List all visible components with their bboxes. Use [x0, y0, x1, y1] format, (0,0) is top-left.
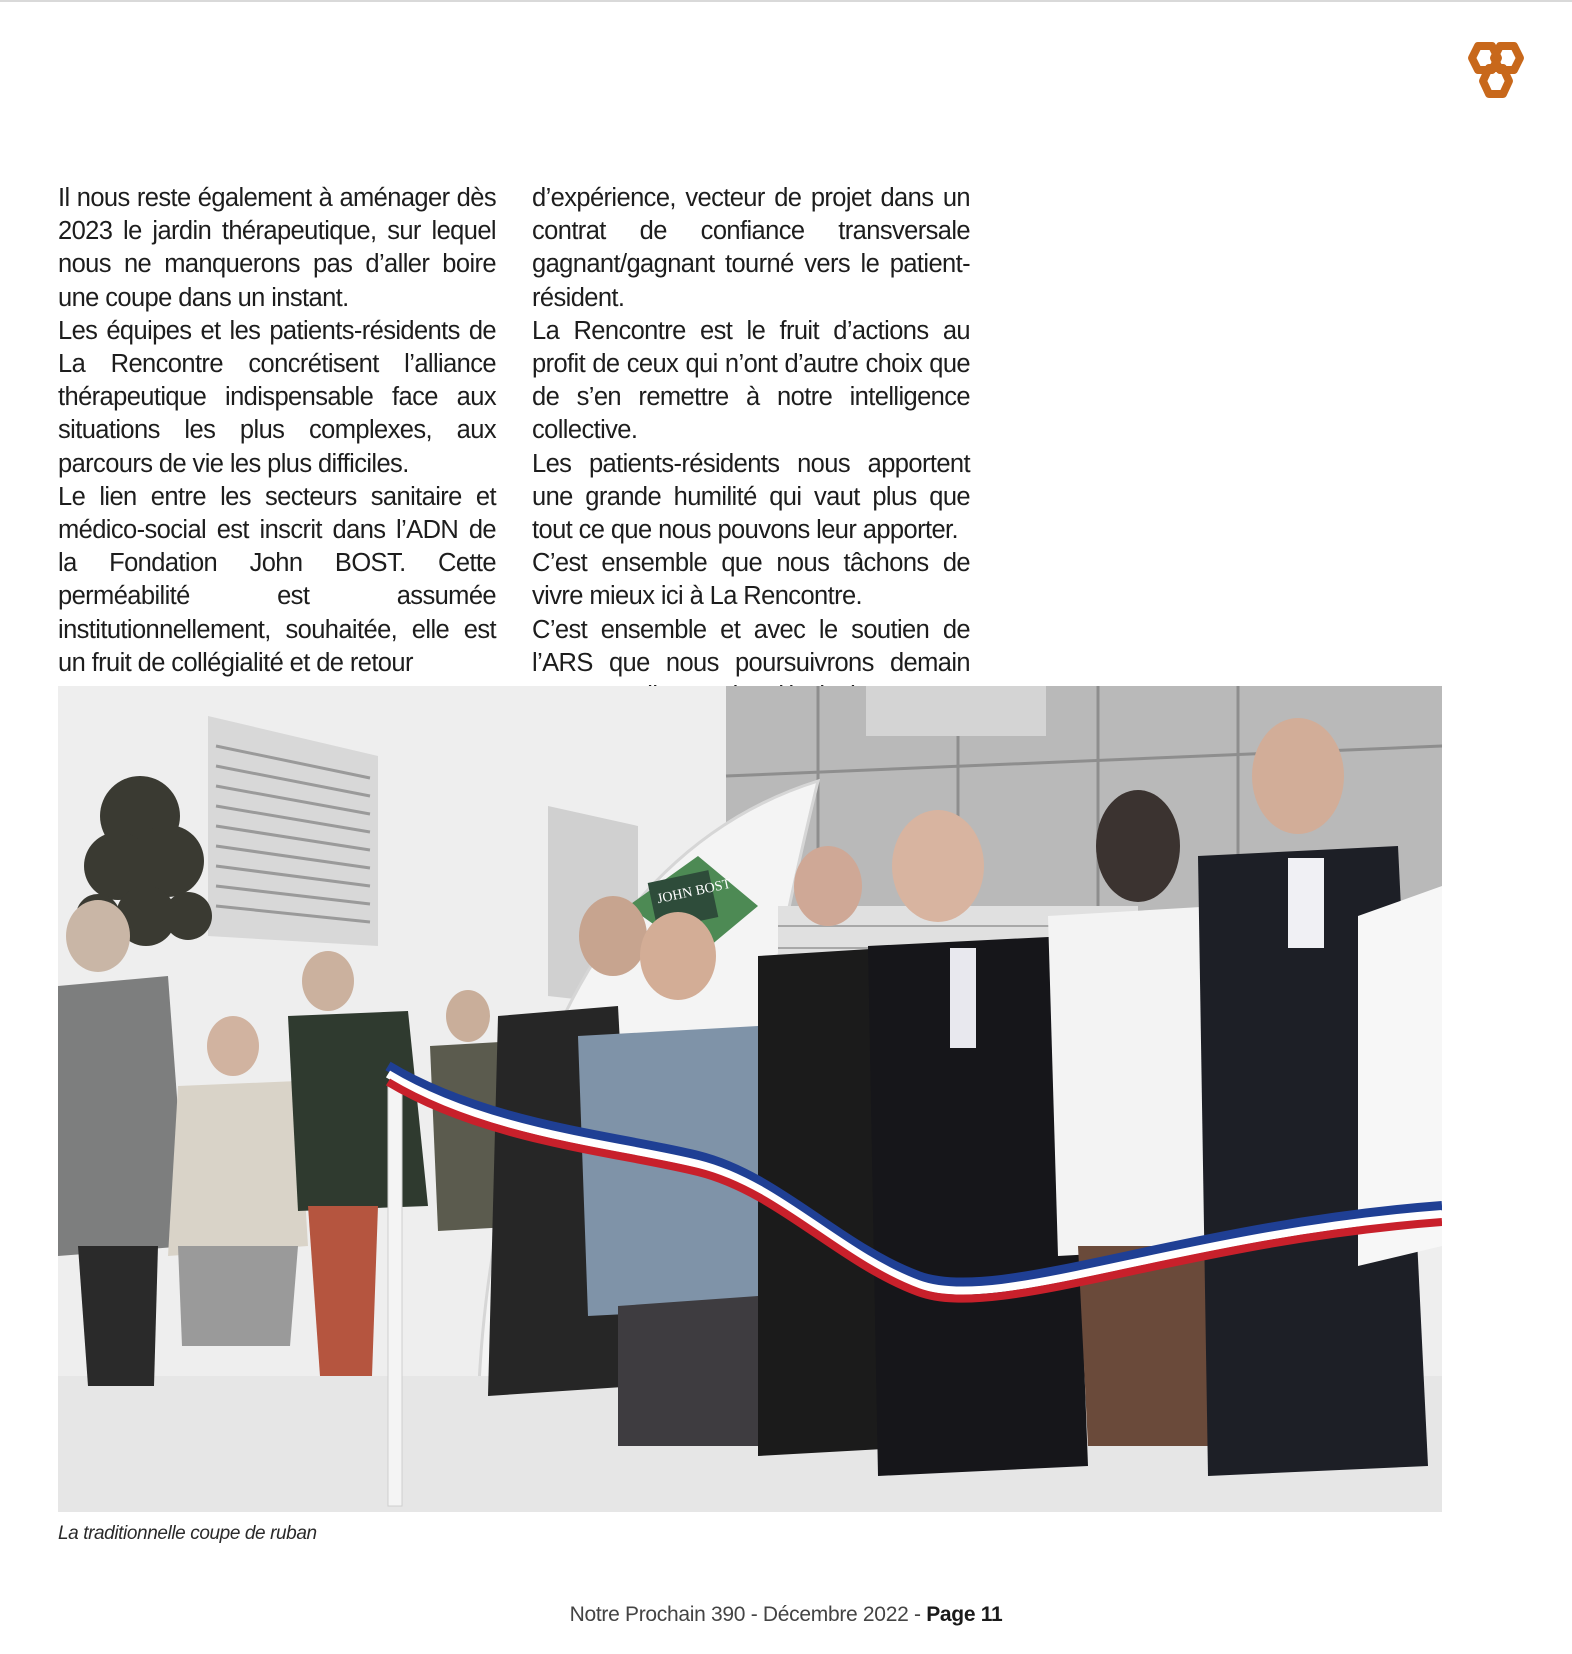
paragraph: C’est ensemble que nous tâchons de vivre mieux ici à La Rencontre.	[532, 549, 970, 611]
paragraph: Les patients-résidents nous apportent une grande humilité qui vaut plus que tout ce que nous pouvons leur apporter.	[532, 449, 970, 545]
banner-text: JOHN BOST	[655, 876, 733, 908]
paragraph-text: C’est ensemble et avec le soutien de l’ARS que nous poursuivrons demain	[532, 615, 970, 677]
ribbon-cutting-photo	[58, 686, 1442, 1512]
article-left-column	[58, 182, 496, 680]
paragraph: Il nous reste également à aménager dès 2023 le jardin thérapeutique, sur lequel nous ne manquerons pas d’aller boire une coupe dans un instant.	[58, 184, 496, 312]
photo-caption: La traditionnelle coupe de ruban	[58, 1523, 317, 1544]
paragraph: La Rencontre est le fruit d’actions au profit de ceux qui n’ont d’autre choix que de s’en remettre à notre intelligence collective.	[532, 316, 970, 445]
footer-publication: Notre Prochain 390 - Décembre 2022 -	[569, 1603, 927, 1626]
article-right-column	[532, 182, 970, 713]
paragraph: d’expérience, vecteur de projet dans un contrat de confiance transversale gagnant/gagnant tourné vers le patient-résident.	[532, 184, 970, 312]
paragraph: Le lien entre les secteurs sanitaire et médico-social est inscrit dans l’ADN de la Fondation John BOST. Cette perméabilité est assumée institutionnellement, souhaitée, elle est un fruit de collégialité et de retour	[58, 482, 496, 677]
top-rule	[0, 0, 1572, 2]
page-footer	[0, 1603, 1572, 1627]
paragraph: Les équipes et les patients-résidents de La Rencontre concrétisent l’alliance thérapeutique indispensable face aux situations les plus complexes, aux parcours de vie les plus difficiles.	[58, 316, 496, 478]
footer-page-number: Page 11	[926, 1603, 1003, 1626]
honeycomb-logo-icon	[1458, 40, 1534, 112]
